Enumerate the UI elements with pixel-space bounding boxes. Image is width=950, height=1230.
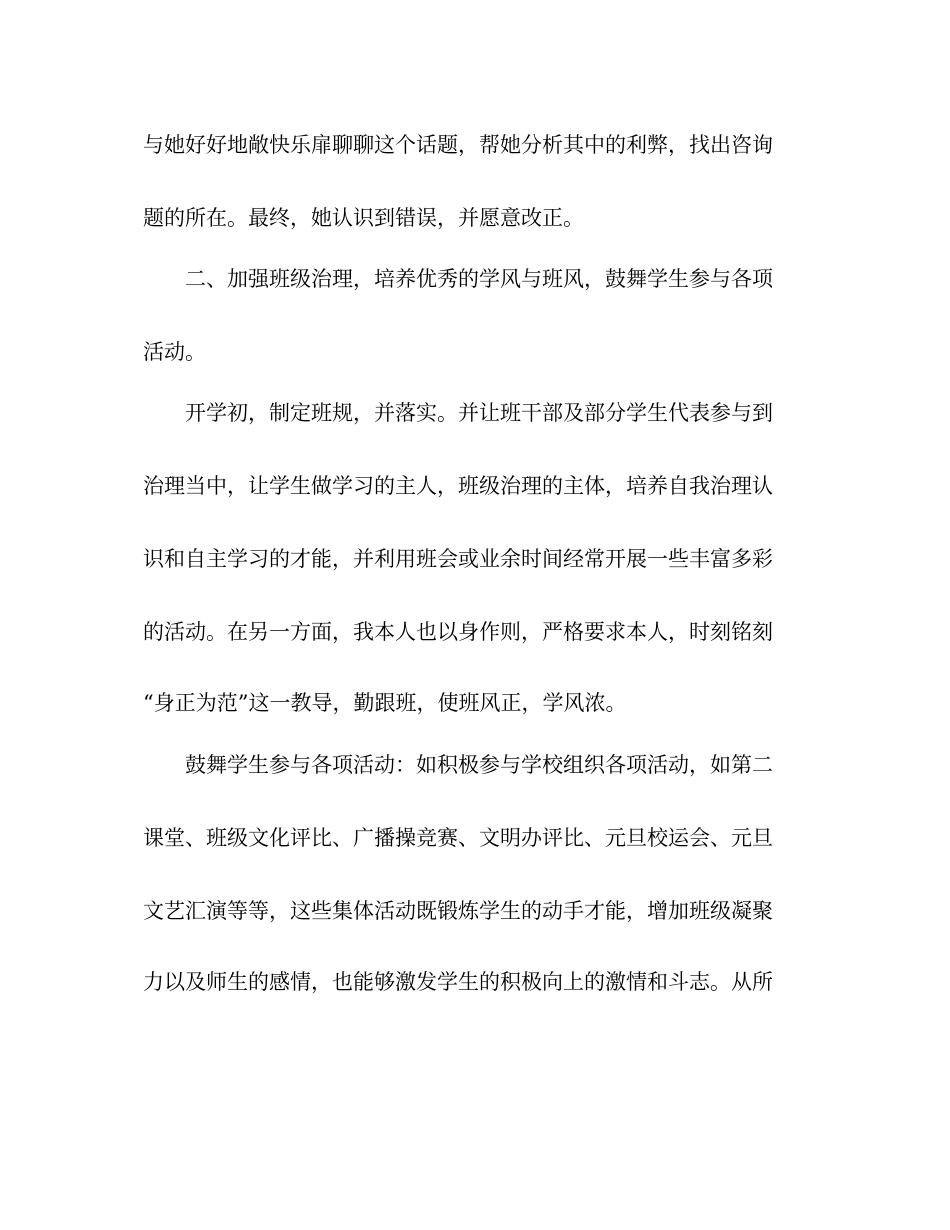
paragraph-line: 题的所在。最终，她认识到错误，并愿意改正。 [143, 206, 584, 230]
paragraph-line: 力以及师生的感情，也能够激发学生的积极向上的激情和斗志。从所 [143, 970, 773, 994]
paragraph-line: 的活动。在另一方面，我本人也以身作则，严格要求本人，时刻铭刻 [143, 620, 773, 644]
paragraph-line: 鼓舞学生参与各项活动：如积极参与学校组织各项活动，如第二 [185, 753, 773, 777]
paragraph-line: “身正为范”这一教导，勤跟班，使班风正，学风浓。 [143, 691, 627, 715]
paragraph-line: 文艺汇演等等，这些集体活动既锻炼学生的动手才能，增加班级凝聚 [143, 899, 773, 923]
paragraph-line: 识和自主学习的才能，并利用班会或业余时间经常开展一些丰富多彩 [143, 547, 773, 571]
paragraph-line: 治理当中，让学生做学习的主人，班级治理的主体，培养自我治理认 [143, 474, 773, 498]
paragraph-line: 活动。 [143, 340, 206, 364]
paragraph-line: 课堂、班级文化评比、广播操竞赛、文明办评比、元旦校运会、元旦 [143, 826, 773, 850]
paragraph-line: 与她好好地敞快乐扉聊聊这个话题，帮她分析其中的利弊，找出咨询 [143, 133, 773, 157]
paragraph-line: 二、加强班级治理，培养优秀的学风与班风，鼓舞学生参与各项 [185, 267, 773, 291]
paragraph-line: 开学初，制定班规，并落实。并让班干部及部分学生代表参与到 [185, 401, 773, 425]
